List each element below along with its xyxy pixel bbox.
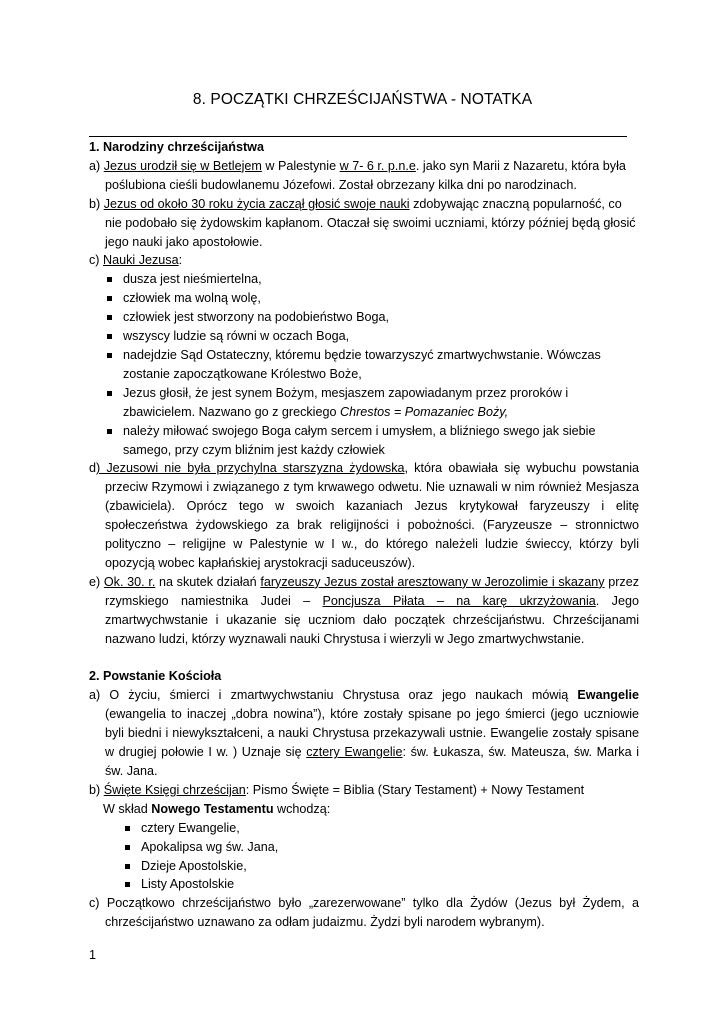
text: Jezus głosił, że jest synem Bożym, mesjaszem zapowiadanym przez proroków i zbawicielem. Nazwano go z greckiego	[123, 385, 569, 419]
section-1-item-a	[89, 157, 639, 195]
text: , która obawiała się wybuchu powstania przeciw Rzymowi i związanego z tym krwawego odwetu. Nie uznawali w nim również Mesjasza (zbawiciela). Oprócz tego w swoich kazaniach Jezus krytykował faryzeuszy i elitę społeczeństwa żydowskiego za brak religijności i pobożności. (Faryzeusze – stronnictwo polityczno – religijne w Palestynie w I w., do którego należeli ludzie świeccy, którzy byli opozycją wobec kapłańskiej arystokracji saduceuszów).	[105, 461, 639, 570]
underlined-text: Nauki Jezusa	[103, 253, 179, 268]
list-item: dusza jest nieśmiertelna,	[107, 270, 639, 289]
page-title: 8. POCZĄTKI CHRZEŚCIJAŃSTWA - NOTATKA	[192, 91, 533, 108]
text: W skład	[103, 801, 152, 816]
section-2-item-b-line2	[89, 800, 639, 819]
section-2-item-a	[89, 686, 639, 781]
text: w Palestynie	[261, 158, 340, 173]
item-label: d	[89, 461, 97, 476]
section-gap	[89, 648, 639, 667]
text: : Pismo Święte = Biblia (Stary Testament) + Nowy Testament	[245, 782, 585, 797]
item-label: b)	[89, 782, 104, 797]
text: : św. Łukasza, św. Mateusza, św. Marka i św. Jana.	[105, 745, 639, 778]
list-item: Apokalipsa wg św. Jana,	[125, 838, 639, 857]
section-1-item-e	[89, 573, 639, 649]
item-label: c)	[89, 253, 103, 268]
title-divider	[89, 136, 627, 137]
bold-text: Ewangelie	[577, 688, 639, 703]
list-item: wszyscy ludzie są równi w oczach Boga,	[107, 327, 639, 346]
item-label: a)	[89, 688, 110, 703]
list-item: Listy Apostolskie	[125, 875, 639, 894]
underlined-text: Święte Księgi chrześcijan	[103, 782, 246, 797]
item-label: e)	[89, 574, 104, 589]
item-label: c)	[89, 896, 107, 911]
underlined-text: ) Jezusowi nie była przychylna starszyzna żydowska	[96, 461, 405, 476]
teachings-list	[89, 270, 639, 459]
text: . jako syn Marii z Nazaretu, która była poślubiona cieśli budowlanemu Józefowi. Został obrzezany kilka dni po narodzinach.	[105, 158, 626, 192]
new-testament-list	[89, 819, 639, 895]
text: :	[178, 253, 183, 268]
text: przez rzymskiego namiestnika Judei –	[105, 574, 639, 608]
section-1-item-b	[89, 195, 639, 252]
text: na skutek działań	[155, 574, 261, 589]
section-1-heading: 1. Narodziny chrześcijaństwa	[89, 140, 264, 154]
section-2-item-b	[89, 781, 639, 800]
underlined-text: w 7- 6 r. p.n.e	[339, 158, 416, 173]
text: wchodzą:	[273, 801, 331, 816]
list-item	[107, 384, 639, 422]
underlined-text: faryzeuszy Jezus został aresztowany w Jerozolimie i skazany	[260, 574, 605, 589]
bold-text: Nowego Testamentu	[151, 801, 274, 816]
section-2-item-c	[89, 894, 639, 932]
section-1-item-d	[89, 459, 639, 572]
section-2-heading: 2. Powstanie Kościoła	[89, 669, 222, 684]
item-label: b)	[89, 196, 104, 211]
document-body	[89, 138, 639, 932]
item-label: a)	[89, 158, 104, 173]
underlined-text: cztery Ewangelie	[306, 745, 403, 760]
list-item: cztery Ewangelie,	[125, 819, 639, 838]
page-number: 1	[89, 948, 97, 962]
underlined-text: Poncjusza Piłata – na karę ukrzyżowania	[322, 593, 596, 608]
list-item: Dzieje Apostolskie,	[125, 857, 639, 876]
list-item: człowiek ma wolną wolę,	[107, 289, 639, 308]
underlined-text: Jezus urodził się w Betlejem	[103, 158, 262, 173]
text: (ewangelia to inaczej „dobra nowina”), które zostały spisane po jego śmierci (jego uczniowie byli biedni i niewykształceni, a nauki Chrystusa przekazywali ustnie. Ewangelie zostały spisane w drugiej połowie I w. ) Uznaje się	[105, 707, 639, 760]
underlined-text: Jezus od około 30 roku życia zaczął głosić swoje nauki	[103, 196, 410, 211]
section-1-item-c	[89, 251, 639, 270]
italic-text: Chrestos = Pomazaniec Boży,	[340, 404, 509, 419]
text: zdobywając znaczną popularność, co nie podobało się żydowskim kapłanom. Otaczał się swoimi uczniami, którzy później będą głosić jego nauki jako apostołowie.	[105, 196, 636, 249]
list-item: człowiek jest stworzony na podobieństwo Boga,	[107, 308, 639, 327]
text: O życiu, śmierci i zmartwychwstaniu Chrystusa oraz jego naukach mówią	[109, 688, 578, 703]
underlined-text: Ok. 30. r.	[103, 574, 156, 589]
list-item: nadejdzie Sąd Ostateczny, któremu będzie towarzyszyć zmartwychwstanie. Wówczas zostanie zapoczątkowane Królestwo Boże,	[107, 346, 639, 384]
text: . Jego zmartwychwstanie i ukazanie się uczniom dało początek chrześcijaństwu. Chrześcijanami nazwano ludzi, którzy wyznawali nauki Chrystusa i wierzyli w Jego zmartwychwstanie.	[105, 593, 639, 646]
text: Początkowo chrześcijaństwo było „zarezerwowane” tylko dla Żydów (Jezus był Żydem, a chrześcijaństwo uznawano za odłam judaizmu. Żydzi byli narodem wybranym).	[105, 896, 639, 930]
list-item: należy miłować swojego Boga całym sercem i umysłem, a bliźniego swego jak siebie samego, przy czym bliźnim jest każdy człowiek	[107, 422, 639, 460]
